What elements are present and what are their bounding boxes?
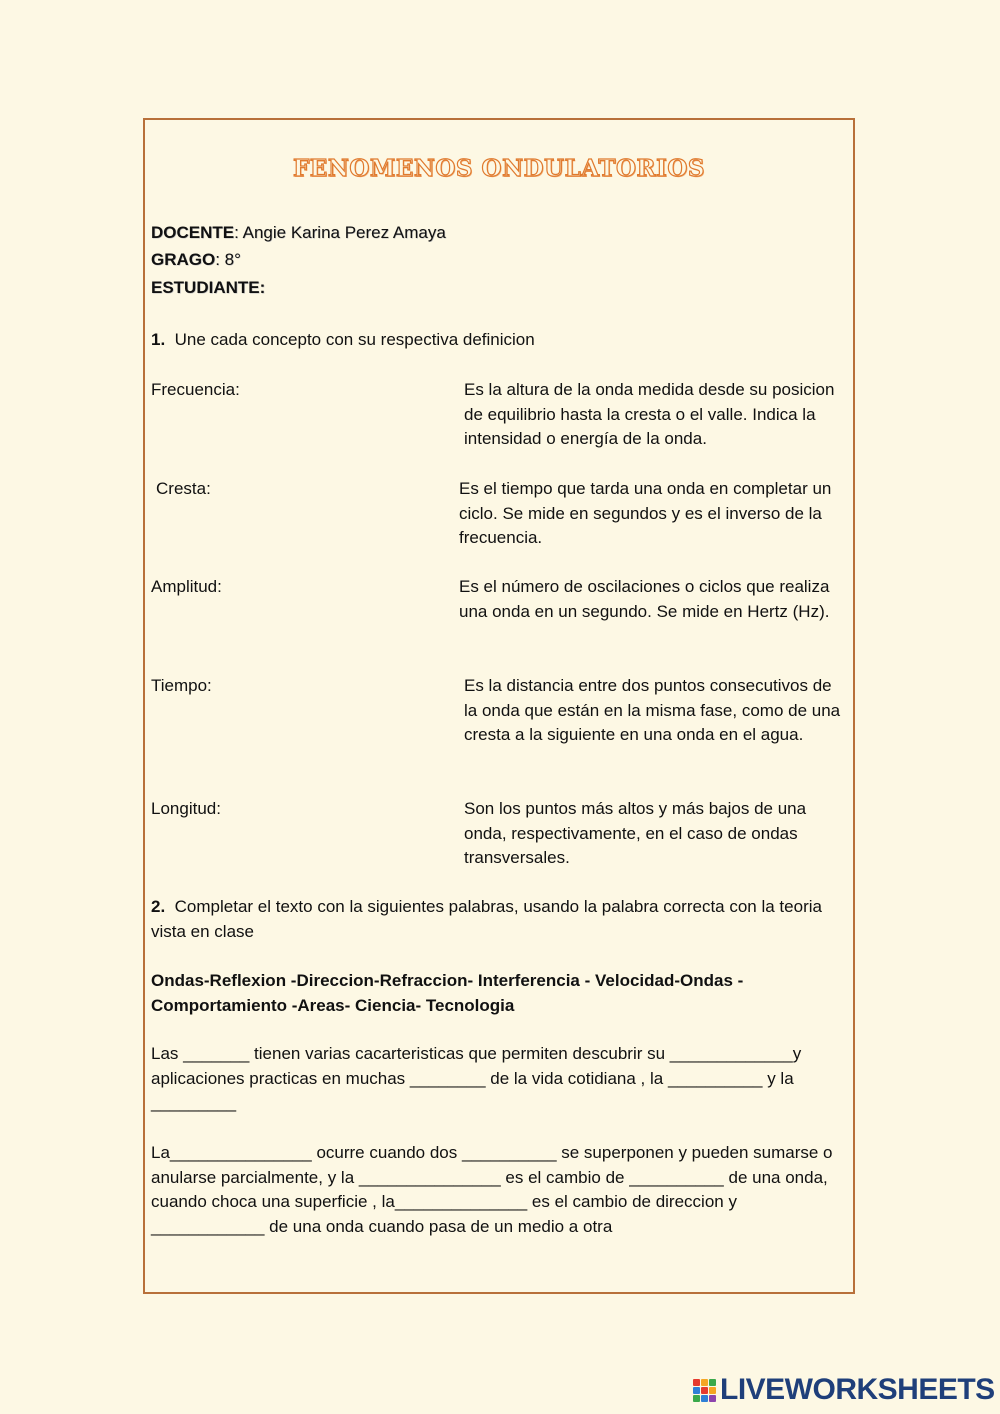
question-2 [151, 895, 831, 944]
grade-value: : 8° [215, 250, 241, 269]
term-longitud[interactable]: Longitud: [151, 799, 221, 818]
question-1-number: 1. [151, 330, 166, 349]
logo-grid-icon [693, 1379, 716, 1402]
liveworksheets-logo [693, 1374, 995, 1406]
grade-line [151, 248, 241, 272]
teacher-line [151, 221, 446, 245]
question-1-text: Une cada concepto con su respectiva definicion [174, 330, 535, 349]
term-cresta[interactable]: Cresta: [156, 479, 211, 498]
definition-3[interactable]: Es el número de oscilaciones o ciclos que realiza una onda en un segundo. Se mide en Hertz (Hz). [459, 577, 830, 621]
term-amplitud[interactable]: Amplitud: [151, 577, 222, 596]
logo-text: LIVEWORKSHEETS [720, 1373, 995, 1406]
definition-5[interactable]: Son los puntos más altos y más bajos de una onda, respectivamente, en el caso de ondas transversales. [464, 799, 807, 867]
page-title: FENOMENOS ONDULATORIOS [292, 155, 706, 182]
student-line [151, 276, 265, 300]
question-2-text: Completar el texto con la siguientes palabras, usando la palabra correcta con la teoria vista en clase [151, 897, 822, 941]
teacher-value: : Angie Karina Perez Amaya [234, 223, 446, 242]
student-label: ESTUDIANTE: [151, 278, 266, 297]
definition-1[interactable]: Es la altura de la onda medida desde su posicion de equilibrio hasta la cresta o el valle. Indica la intensidad o energía de la onda. [464, 380, 835, 448]
term-frecuencia[interactable]: Frecuencia: [151, 380, 240, 399]
definition-4[interactable]: Es la distancia entre dos puntos consecutivos de la onda que están en la misma fase, como de una cresta a la siguiente en una onda en el agua. [464, 676, 841, 744]
fill-paragraph-2[interactable]: La_______________ ocurre cuando dos __________ se superponen y pueden sumarse o anularse parcialmente, y la _______________ es el cambio de __________ de una onda, cuando choca una superficie , la______________ es el cambio de direccion y ____________ de una onda cuando pasa de un medio a otra [151, 1143, 833, 1236]
fill-paragraph-1[interactable]: Las _______ tienen varias cacarteristicas que permiten descubrir su _____________y aplicaciones practicas en muchas ________ de la vida cotidiana , la __________ y la _________ [151, 1044, 802, 1112]
term-tiempo[interactable]: Tiempo: [151, 676, 212, 695]
definition-2[interactable]: Es el tiempo que tarda una onda en completar un ciclo. Se mide en segundos y es el inverso de la frecuencia. [459, 479, 832, 547]
question-1 [151, 328, 841, 353]
question-2-number: 2. [151, 897, 166, 916]
teacher-label: DOCENTE [151, 223, 235, 242]
grade-label: GRAGO [151, 250, 216, 269]
word-bank: Ondas-Reflexion -Direccion-Refraccion- Interferencia - Velocidad-Ondas - Comportamiento -Areas- Ciencia- Tecnologia [151, 971, 744, 1015]
